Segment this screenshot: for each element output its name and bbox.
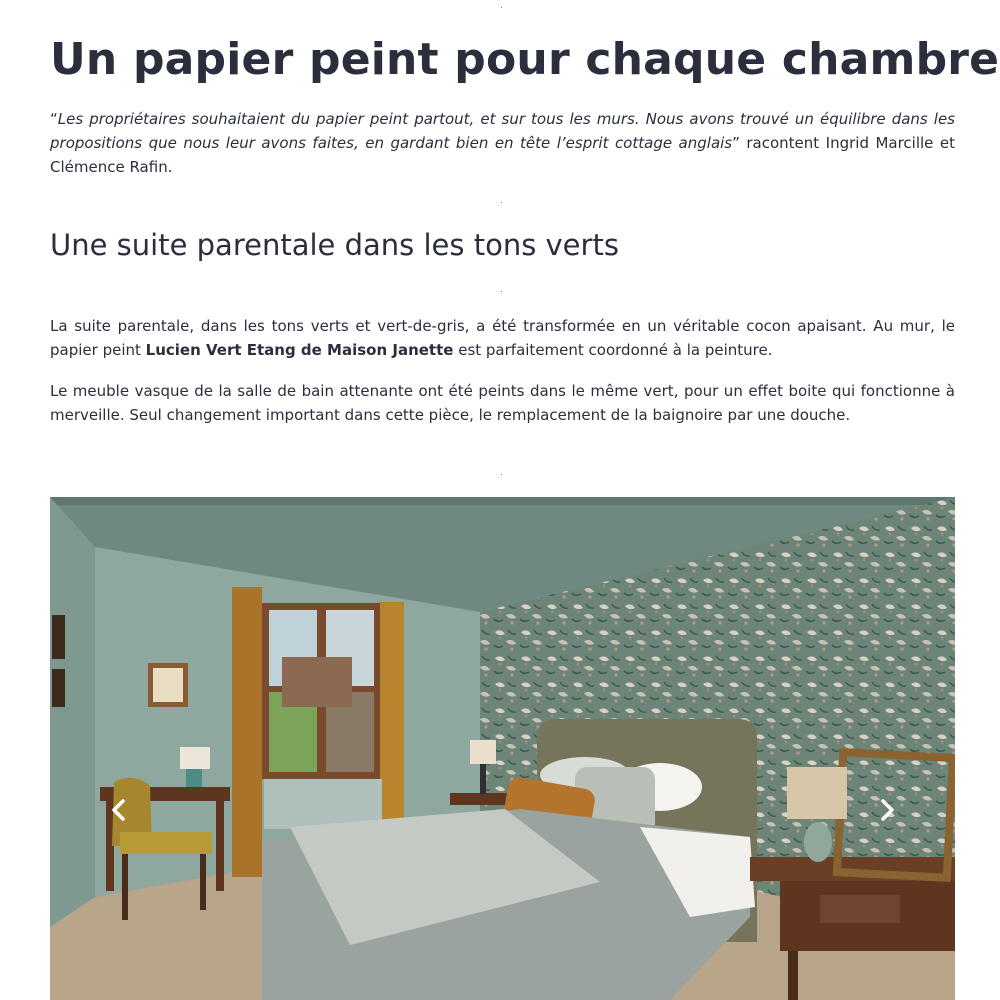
intro-paragraph — [50, 107, 955, 179]
chevron-right-icon — [872, 795, 902, 825]
section-title: Une suite parentale dans les tons verts — [50, 228, 619, 262]
separator-dot — [501, 7, 502, 8]
bedroom-photo — [50, 497, 955, 1000]
chevron-left-icon — [104, 795, 134, 825]
carousel-image[interactable] — [50, 497, 955, 1000]
intro-attribution: racontent Ingrid Marcille et Clémence Rafin. — [50, 134, 955, 176]
page-title: Un papier peint pour chaque chambre — [50, 34, 1000, 85]
carousel-prev-button[interactable] — [104, 795, 134, 825]
intro-quote: Les propriétaires souhaitaient du papier peint partout, et sur tous les murs. Nous avons trouvé un équilibre dans les propositions que nous leur avons faites, en gardant bien en tête l’esprit cottage anglais — [50, 110, 955, 152]
paragraph-text: La suite parentale, dans les tons verts et vert-de-gris, a été transformée en un véritable cocon apaisant. Au mur, le papier peint — [50, 317, 955, 359]
carousel-next-button[interactable] — [872, 795, 902, 825]
separator-dot — [501, 474, 502, 475]
separator-dot — [501, 202, 502, 203]
separator-dot — [501, 291, 502, 292]
open-quote: “ — [50, 110, 58, 128]
body-paragraph-2: Le meuble vasque de la salle de bain attenante ont été peints dans le même vert, pour un effet boite qui fonctionne à merveille. Seul changement important dans cette pièce, le remplacement de la baignoire par une douche. — [50, 382, 955, 424]
paragraph-text: est parfaitement coordonné à la peinture. — [453, 341, 773, 359]
close-quote: ” — [732, 134, 740, 152]
wallpaper-name: Lucien Vert Etang de Maison Janette — [145, 341, 454, 359]
body-paragraph-1 — [50, 314, 955, 362]
